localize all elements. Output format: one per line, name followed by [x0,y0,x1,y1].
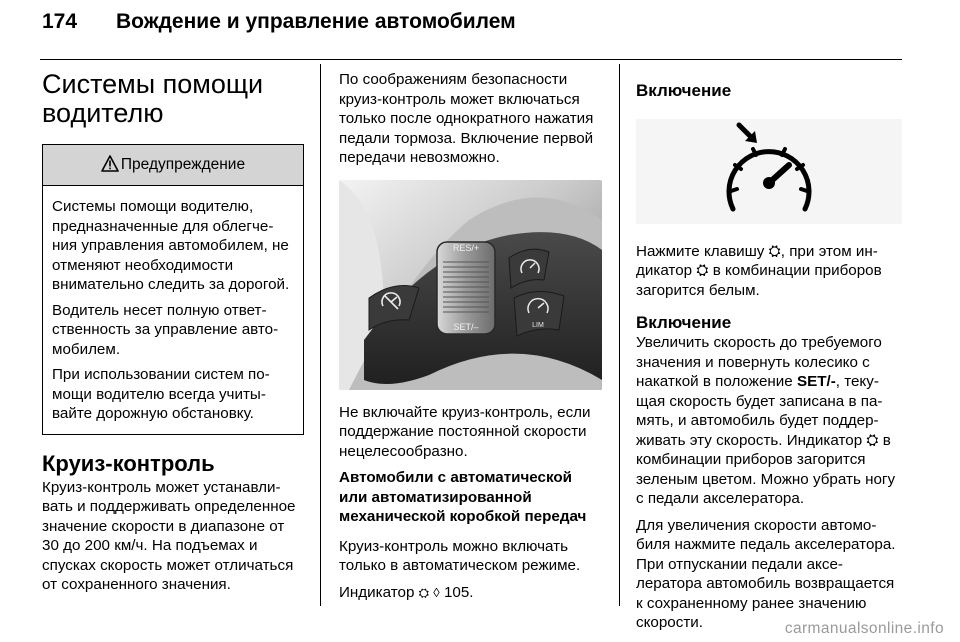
activation-heading: Включение [636,81,732,100]
column-2 [339,70,603,609]
column-3 [636,70,902,640]
caution-text: Не включайте круиз-контроль, если поддержание постоянной скорости нецелесообразно. [339,403,591,460]
warning-header [43,145,303,186]
section-title: Системы помощи водителю [42,69,264,128]
cruise-control-button-figure [636,119,902,224]
warning-paragraph: При использовании систем помощи водителю всегда учитывайте дорожную обстановку. [52,366,270,422]
activation-text: Нажмите клавишу ⛭, при этом индикатор ⛭ в комбинации приборов загорится белым. [636,242,882,299]
column-1 [42,70,304,602]
warning-paragraph: Водитель несет полную ответственность за управление автомобилем. [52,301,279,358]
cruise-control-description: Круиз-контроль может устанавливать и поддерживать определенное значение скорости в диапазоне от 30 до 200 км/ч. На подъемах и спусках скорость может отличаться от сохраненного значения. [42,478,296,593]
set-speed-text: Увеличить скорость до требуемого значения и повернуть колесико с накаткой в положение SET/-, текущая скорость будет записана в память, и автомобиль будет поддерживать эту скорость. Индикатор ⛭ в комбинации приборов загорится зеленым цветом. Можно убрать ногу с педали акселератора. [636,334,896,507]
warning-paragraph: Системы помощи водителю, предназначенные для облегчения управления автомобилем, не отменяют необходимости внимательно следить за дорогой. [52,198,290,293]
accelerate-text: Для увеличения скорости автомобиля нажмите педаль акселератора. При отпускании педали акселератора автомобиль возвращается к сохраненному ранее значению скорости. [636,516,896,631]
column-divider-left [320,64,321,606]
steering-wheel-controls-photo [339,180,602,390]
page-reference-icon: ◊ [433,584,440,600]
page-number: 174 [42,10,78,33]
cruise-indicator-icon: ⛭ [418,584,430,600]
warning-body [43,186,303,434]
set-minus-label: SET/– [453,321,479,332]
warning-box [42,144,304,435]
indicator-reference: Индикатор ⛭ ◊ 105. [339,583,474,601]
warning-title: Предупреждение [120,156,246,173]
cruise-control-title: Круиз-контроль [42,450,215,476]
warning-triangle-icon [101,148,119,188]
automatic-mode-text: Круиз-контроль можно включать только в автоматическом режиме. [339,537,581,574]
set-minus-position: SET/- [796,373,836,390]
column-divider-right [619,64,620,606]
activation-heading-2: Включение [636,313,732,332]
lim-label: LIM [532,321,544,329]
watermark: carmanualsonline.info [784,620,944,637]
page-header [42,10,516,34]
res-plus-label: RES/+ [452,242,480,253]
page-header-title: Вождение и управление автомобилем [116,10,516,33]
header-rule [40,59,902,60]
automatic-transmission-heading: Автомобили с автоматической или автоматизированной механической коробкой передач [339,469,587,525]
speedometer-press-icon [709,119,829,224]
safety-intro-text: По соображениям безопасности круиз-контроль может включаться только после однократного нажатия педали тормоза. Включение первой передачи невозможно. [339,71,594,166]
